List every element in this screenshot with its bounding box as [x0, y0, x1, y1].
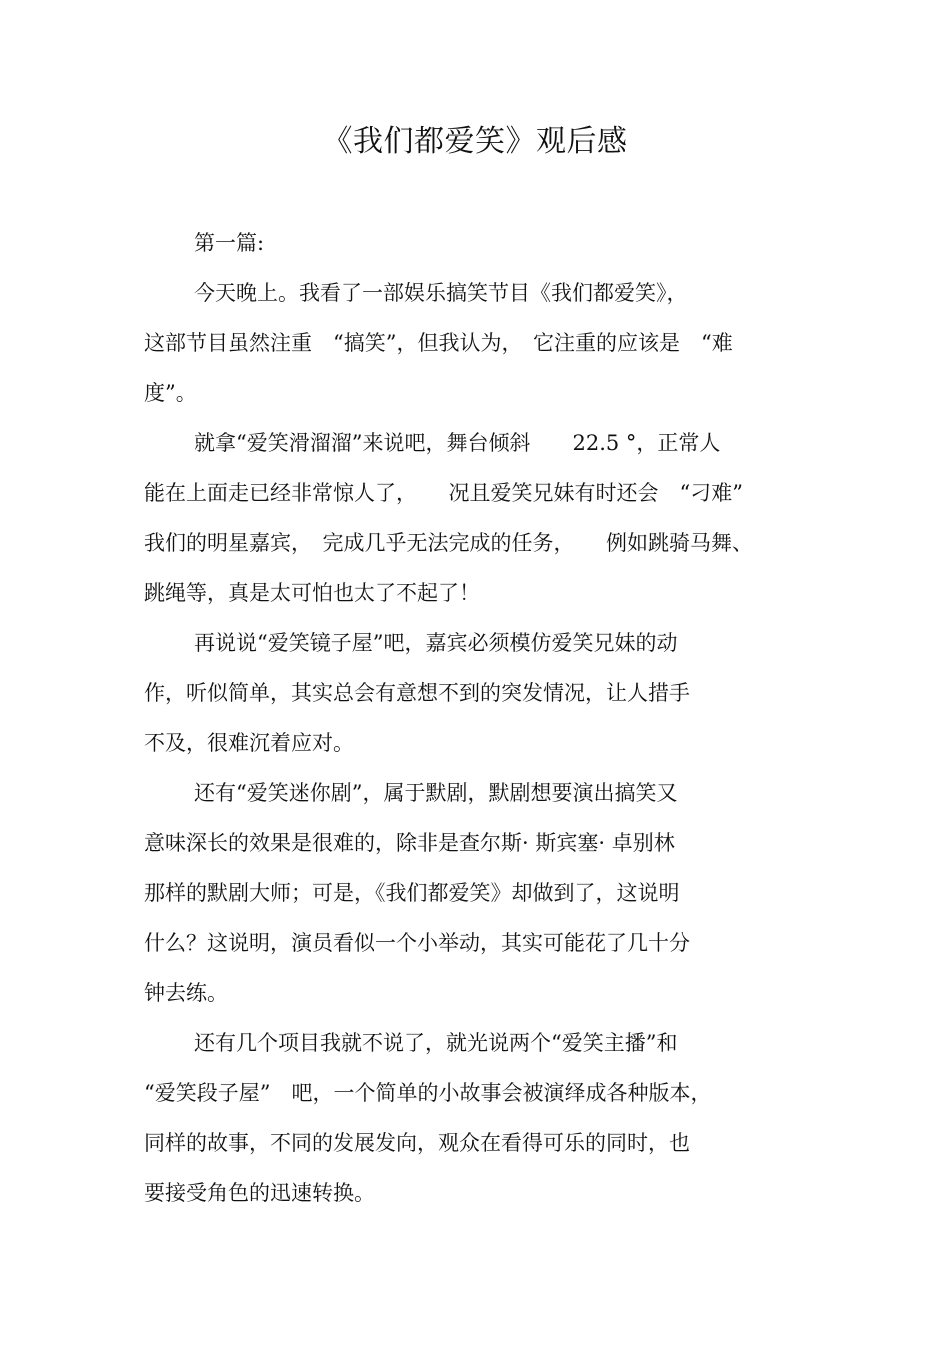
text-line: 再说说“爱笑镜子屋”吧，嘉宾必须模仿爱笑兄妹的动	[194, 631, 678, 655]
text-line: 跳绳等，真是太可怕也太了不起了！	[144, 581, 480, 605]
text-line: 还有“爱笑迷你剧”，属于默剧，默剧想要演出搞笑又	[194, 781, 678, 805]
text-line: 作，听似简单，其实总会有意想不到的突发情况，让人措手	[144, 681, 690, 705]
text-line: 今天晚上。我看了一部娱乐搞笑节目《我们都爱笑》，	[194, 281, 688, 305]
text-line: 那样的默剧大师；可是，《我们都爱笑》却做到了，这说明	[144, 881, 680, 905]
text-line: 意味深长的效果是很难的，除非是查尔斯· 斯宾塞· 卓别林	[144, 831, 675, 855]
text-line: 这部节目虽然注重 “搞笑”，但我认为， 它注重的应该是 “难	[144, 331, 733, 355]
text-line: “爱笑段子屋” 吧，一个简单的小故事会被演绎成各种版本，	[144, 1081, 712, 1105]
text-line: 要接受角色的迅速转换。	[144, 1181, 375, 1205]
text-line: 什么？这说明，演员看似一个小举动，其实可能花了几十分	[144, 931, 690, 955]
text-line: 还有几个项目我就不说了，就光说两个“爱笑主播”和	[194, 1031, 678, 1055]
document-body	[144, 224, 814, 1224]
body-lines	[144, 274, 814, 1224]
text-line: 能在上面走已经非常惊人了， 况且爱笑兄妹有时还会 “刁难”	[144, 481, 743, 505]
text-line: 我们的明星嘉宾， 完成几乎无法完成的任务， 例如跳骑马舞、	[144, 531, 753, 555]
text-line: 钟去练。	[144, 981, 228, 1005]
section-label: 第一篇:	[194, 231, 265, 255]
document-title: 《我们都爱笑》观后感	[322, 124, 628, 159]
text-line: 度”。	[144, 381, 197, 405]
text-line: 就拿“爱笑滑溜溜”来说吧，舞台倾斜 22.5 °，正常人	[194, 431, 721, 455]
text-line: 不及，很难沉着应对。	[144, 731, 354, 755]
text-line: 同样的故事，不同的发展发向，观众在看得可乐的同时，也	[144, 1131, 690, 1155]
